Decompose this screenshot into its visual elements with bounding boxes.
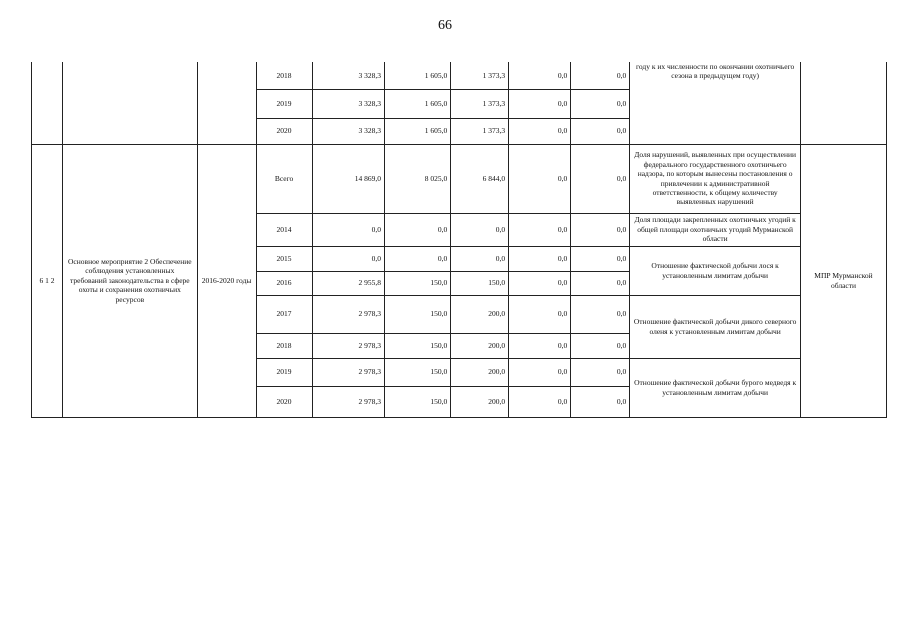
funding-cell: 0,0 — [384, 213, 450, 246]
measure-name: Основное мероприятие 2 Обеспечение соблюдения установленных требований законодательства в сфере охоты и сохранения охотничьих ресурсов — [63, 144, 198, 417]
funding-cell: 150,0 — [384, 358, 450, 386]
indicator-cell: Отношение фактической добычи дикого северного оленя к установленным лимитам добычи — [630, 295, 801, 358]
funding-cell: 6 844,0 — [451, 144, 509, 213]
funding-cell: 150,0 — [451, 271, 509, 295]
table-row — [32, 144, 887, 213]
funding-cell: 0,0 — [384, 246, 450, 271]
funding-cell: 0,0 — [571, 246, 630, 271]
indicator-cell: году к их численности по окончании охотничьего сезона в предыдущем году) — [630, 62, 801, 144]
funding-cell: 1 373,3 — [451, 89, 509, 118]
total-cell: 0,0 — [312, 246, 384, 271]
funding-cell: 0,0 — [509, 295, 571, 333]
funding-cell: 200,0 — [451, 386, 509, 417]
funding-cell: 1 605,0 — [384, 62, 450, 89]
measure-period: 2016-2020 годы — [197, 144, 256, 417]
total-cell: 3 328,3 — [312, 118, 384, 144]
funding-cell: 200,0 — [451, 333, 509, 358]
funding-cell: 0,0 — [509, 144, 571, 213]
funding-cell: 0,0 — [451, 246, 509, 271]
funding-cell: 1 373,3 — [451, 62, 509, 89]
indicator-cell: Доля нарушений, выявленных при осуществлении федерального государственного охотничьего надзора, по которым вынесены постановления о привлечении к административной ответственности, к общему количеству выявленных нарушений — [630, 144, 801, 213]
funding-cell: 0,0 — [509, 271, 571, 295]
funding-cell: 0,0 — [571, 62, 630, 89]
year-cell: 2018 — [256, 62, 312, 89]
year-cell: 2020 — [256, 386, 312, 417]
funding-cell: 150,0 — [384, 386, 450, 417]
funding-cell: 0,0 — [571, 386, 630, 417]
funding-cell: 0,0 — [571, 333, 630, 358]
year-cell: 2018 — [256, 333, 312, 358]
funding-cell: 0,0 — [571, 89, 630, 118]
total-cell: 2 978,3 — [312, 358, 384, 386]
funding-cell: 0,0 — [509, 386, 571, 417]
total-cell: 2 978,3 — [312, 295, 384, 333]
funding-cell: 0,0 — [571, 213, 630, 246]
measure-number: 6 1 2 — [32, 144, 63, 417]
page-number: 66 — [438, 18, 452, 33]
measure-cell — [63, 62, 198, 144]
table-row — [32, 62, 887, 89]
year-cell: 2016 — [256, 271, 312, 295]
total-cell: 3 328,3 — [312, 62, 384, 89]
funding-cell: 150,0 — [384, 295, 450, 333]
year-cell: 2019 — [256, 89, 312, 118]
responsible-executor: МПР Мурманской области — [801, 144, 887, 417]
year-cell: 2015 — [256, 246, 312, 271]
funding-cell: 0,0 — [509, 213, 571, 246]
total-cell: 2 978,3 — [312, 333, 384, 358]
funding-cell: 0,0 — [509, 62, 571, 89]
number-cell — [32, 62, 63, 144]
funding-cell: 8 025,0 — [384, 144, 450, 213]
total-cell: 2 955,8 — [312, 271, 384, 295]
funding-cell: 0,0 — [509, 89, 571, 118]
funding-cell: 0,0 — [509, 118, 571, 144]
year-cell: 2014 — [256, 213, 312, 246]
year-cell: Всего — [256, 144, 312, 213]
funding-cell: 1 605,0 — [384, 89, 450, 118]
funding-cell: 0,0 — [509, 246, 571, 271]
year-cell: 2019 — [256, 358, 312, 386]
funding-cell: 0,0 — [509, 358, 571, 386]
period-cell — [197, 62, 256, 144]
indicator-cell: Отношение фактической добычи бурого медведя к установленным лимитам добычи — [630, 358, 801, 417]
funding-cell: 150,0 — [384, 271, 450, 295]
funding-cell: 0,0 — [571, 144, 630, 213]
responsible-cell — [801, 62, 887, 144]
funding-cell: 1 605,0 — [384, 118, 450, 144]
total-cell: 14 869,0 — [312, 144, 384, 213]
funding-cell: 200,0 — [451, 358, 509, 386]
year-cell: 2017 — [256, 295, 312, 333]
indicator-cell: Доля площади закрепленных охотничьих угодий к общей площади охотничьих угодий Мурманской области — [630, 213, 801, 246]
funding-cell: 0,0 — [571, 271, 630, 295]
funding-cell: 1 373,3 — [451, 118, 509, 144]
program-table — [31, 62, 887, 418]
funding-cell: 0,0 — [571, 118, 630, 144]
total-cell: 0,0 — [312, 213, 384, 246]
year-cell: 2020 — [256, 118, 312, 144]
indicator-cell: Отношение фактической добычи лося к установленным лимитам добычи — [630, 246, 801, 295]
funding-cell: 0,0 — [451, 213, 509, 246]
funding-cell: 0,0 — [509, 333, 571, 358]
funding-cell: 150,0 — [384, 333, 450, 358]
total-cell: 3 328,3 — [312, 89, 384, 118]
funding-cell: 0,0 — [571, 295, 630, 333]
funding-cell: 0,0 — [571, 358, 630, 386]
funding-cell: 200,0 — [451, 295, 509, 333]
total-cell: 2 978,3 — [312, 386, 384, 417]
